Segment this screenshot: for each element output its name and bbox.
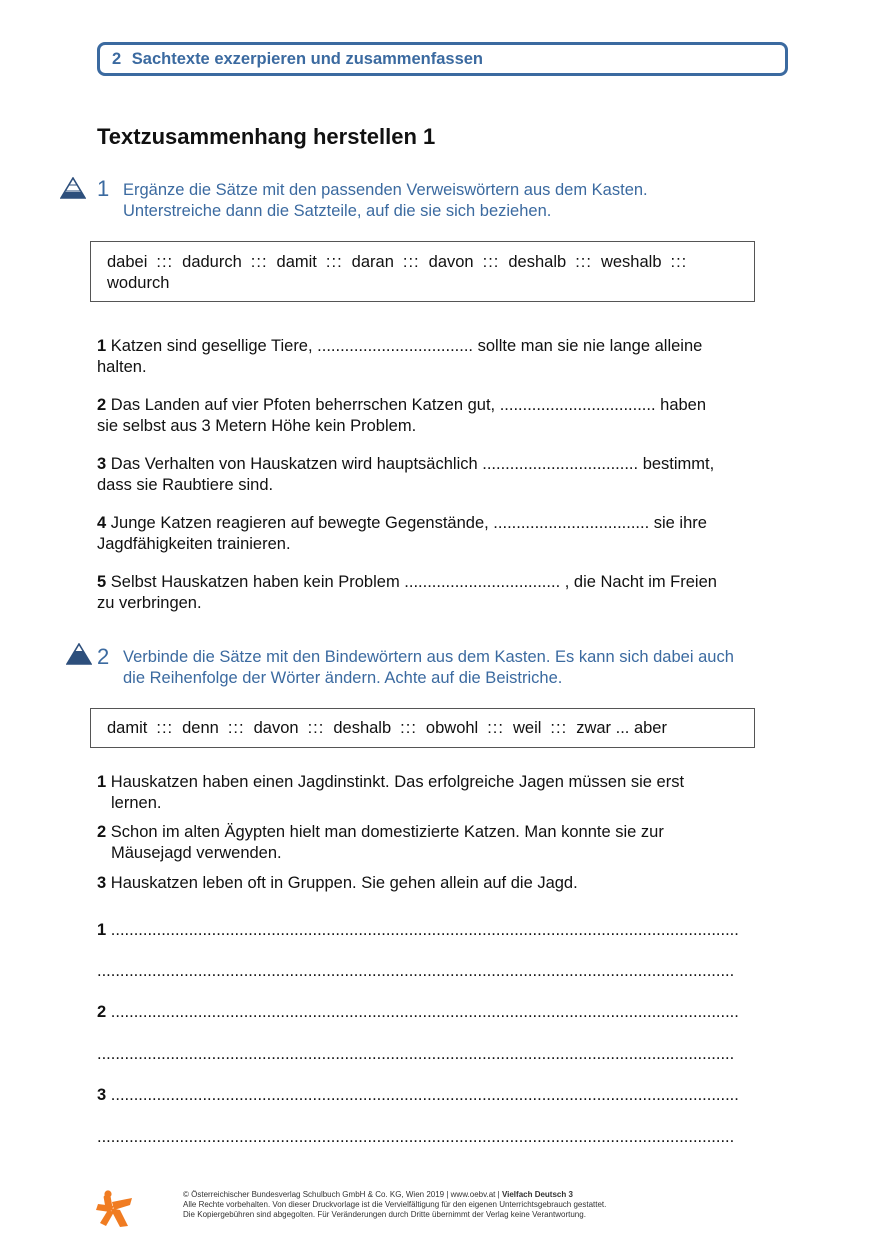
answer-dots: ........................................................................................................................................... [97, 962, 735, 980]
sentence-text: Jagdfähigkeiten trainieren. [97, 535, 291, 553]
footer-book-title: Vielfach Deutsch 3 [501, 1190, 573, 1199]
task1-sentence [97, 513, 797, 555]
footer-line: Die Kopiergebühren sind abgegolten. Für Veränderungen durch Dritte übernimmt der Verlag keine Verantwortung. [183, 1210, 586, 1219]
word-box-item: daran [351, 253, 394, 271]
answer-dots: ........................................................................................................................................... [97, 1045, 735, 1063]
answer-line[interactable] [97, 1086, 790, 1105]
word-separator: ::: [575, 253, 592, 271]
word-box-item: dadurch [182, 253, 242, 271]
word-box-item: zwar ... aber [576, 719, 667, 737]
word-separator: ::: [227, 719, 245, 737]
task1-instruction-line: Ergänze die Sätze mit den passenden Verweiswörtern aus dem Kasten. [123, 181, 648, 199]
word-separator: ::: [400, 719, 417, 737]
task2-number: 2 [97, 644, 110, 669]
answer-line[interactable] [97, 1128, 780, 1147]
triangle-level-2-icon [66, 643, 92, 665]
answer-dots: ......................................................................................................................................... [110, 1003, 739, 1021]
word-separator: ::: [250, 253, 268, 271]
word-separator: ::: [156, 719, 174, 737]
chapter-header [97, 42, 788, 76]
sentence-number: 3 [97, 455, 107, 473]
word-separator: ::: [482, 253, 500, 271]
word-separator: ::: [156, 253, 174, 271]
sentence-number: 1 [97, 337, 107, 355]
word-box-item: davon [428, 253, 474, 271]
word-box-item: obwohl [425, 719, 479, 737]
sentence-text: Junge Katzen reagieren auf bewegte Gegenstände, .................................. sie ihre [110, 514, 707, 532]
word-box-item: davon [253, 719, 299, 737]
sentence-text: Hauskatzen leben oft in Gruppen. Sie gehen allein auf die Jagd. [110, 874, 578, 892]
task1-instruction [123, 180, 648, 222]
sentence-number: 3 [97, 874, 107, 892]
answer-line[interactable] [97, 921, 790, 940]
word-box-item: weil [512, 719, 542, 737]
sentence-text: Das Verhalten von Hauskatzen wird hauptsächlich .................................. bestimmt, [110, 455, 715, 473]
sentence-text: Katzen sind gesellige Tiere, .................................. sollte man sie nie lange alleine [110, 337, 703, 355]
word-separator: ::: [487, 719, 504, 737]
sentence-number: 2 [97, 396, 107, 414]
sentence-text: sie selbst aus 3 Metern Höhe kein Problem. [97, 417, 417, 435]
task2-sentence [97, 822, 797, 864]
task1-sentence [97, 572, 797, 614]
sentence-text: lernen. [111, 794, 162, 812]
answer-dots: ......................................................................................................................................... [110, 1086, 739, 1104]
sentence-text: Schon im alten Ägypten hielt man domestizierte Katzen. Man konnte sie zur [110, 823, 664, 841]
answer-dots: ........................................................................................................................................... [97, 1128, 735, 1146]
chapter-title: Sachtexte exzerpieren und zusammenfassen [131, 50, 484, 68]
word-separator: ::: [550, 719, 568, 737]
word-box-item: dabei [107, 253, 148, 271]
task2-word-box [90, 708, 755, 748]
word-box-item: wodurch [107, 274, 170, 292]
sentence-text: zu verbringen. [97, 594, 202, 612]
answer-dots: ......................................................................................................................................... [110, 921, 739, 939]
word-separator: ::: [325, 253, 343, 271]
task2-instruction-line: Verbinde die Sätze mit den Bindewörtern aus dem Kasten. Es kann sich dabei auch [123, 648, 734, 666]
sentence-text: Das Landen auf vier Pfoten beherrschen Katzen gut, .................................. haben [110, 396, 707, 414]
triangle-level-1-icon [60, 177, 86, 199]
sentence-text: halten. [97, 358, 147, 376]
task1-sentence [97, 395, 797, 437]
footer-copyright [183, 1190, 606, 1220]
word-separator: ::: [402, 253, 420, 271]
sentence-text: Mäusejagd verwenden. [111, 844, 282, 862]
answer-line[interactable] [97, 962, 790, 981]
word-box-item: damit [107, 719, 148, 737]
chapter-number: 2 [112, 50, 122, 68]
footer-line: © Österreichischer Bundesverlag Schulbuch GmbH & Co. KG, Wien 2019 | www.oebv.at | [183, 1190, 502, 1199]
word-box-item: denn [182, 719, 219, 737]
word-box-item: deshalb [508, 253, 567, 271]
word-separator: ::: [670, 253, 688, 271]
footer-line: Alle Rechte vorbehalten. Von dieser Druckvorlage ist die Vervielfältigung für den eigenen Unterrichtsgebrauch gestattet. [183, 1200, 607, 1209]
answer-number: 2 [97, 1003, 107, 1021]
sentence-text: dass sie Raubtiere sind. [97, 476, 274, 494]
sentence-number: 2 [97, 823, 107, 841]
word-separator: ::: [307, 719, 325, 737]
answer-number: 3 [97, 1086, 107, 1104]
page-title: Textzusammenhang herstellen 1 [97, 124, 436, 149]
word-box-item: weshalb [600, 253, 662, 271]
task2-sentence [97, 873, 797, 894]
sentence-number: 1 [97, 773, 107, 791]
word-box-item: deshalb [333, 719, 392, 737]
task1-instruction-line: Unterstreiche dann die Satzteile, auf die sie sich beziehen. [123, 202, 552, 220]
answer-line[interactable] [97, 1045, 790, 1064]
sentence-text: Hauskatzen haben einen Jagdinstinkt. Das erfolgreiche Jagen müssen sie erst [110, 773, 685, 791]
task1-word-box [90, 241, 755, 302]
task2-sentence [97, 772, 797, 814]
answer-line[interactable] [97, 1003, 785, 1022]
task2-instruction-line: die Reihenfolge der Wörter ändern. Achte auf die Beistriche. [123, 669, 563, 687]
task1-number: 1 [97, 176, 110, 201]
sentence-number: 5 [97, 573, 107, 591]
word-box-item: damit [276, 253, 317, 271]
sentence-number: 4 [97, 514, 107, 532]
answer-number: 1 [97, 921, 107, 939]
sentence-text: Selbst Hauskatzen haben kein Problem .................................. , die Nacht im Freien [110, 573, 717, 591]
oebv-star-logo-icon [96, 1190, 134, 1228]
task1-sentence [97, 454, 797, 496]
task1-sentence [97, 336, 797, 378]
task2-instruction [123, 647, 734, 689]
